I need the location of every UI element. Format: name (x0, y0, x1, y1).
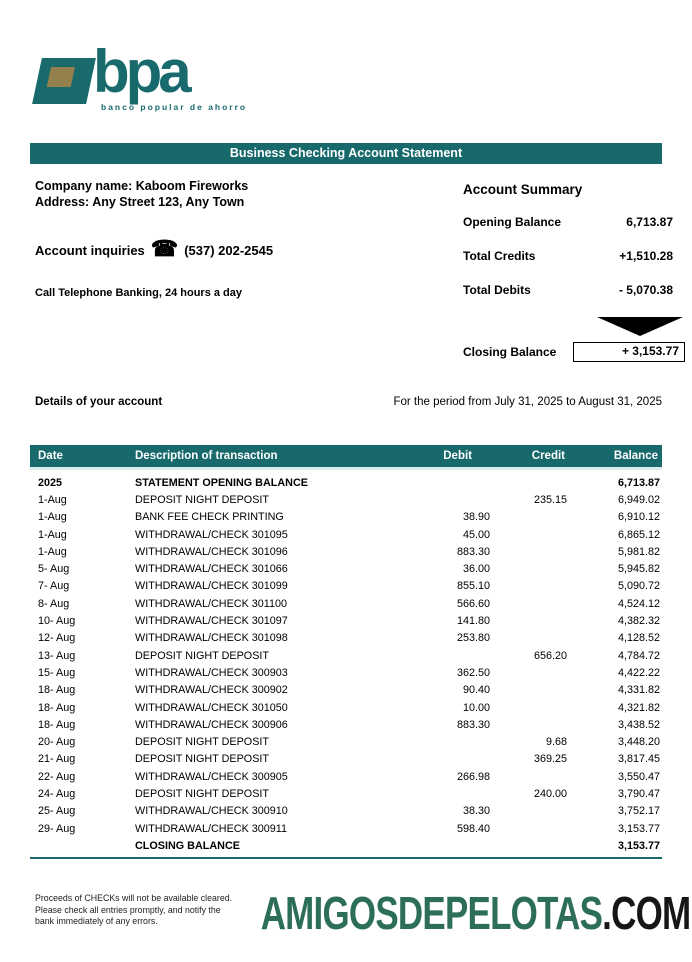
details-header-row (35, 396, 662, 408)
transaction-balance: 6,910.12 (617, 511, 660, 524)
transaction-debit: 883.30 (456, 545, 490, 558)
transaction-balance: 6,713.87 (617, 476, 660, 489)
transaction-description: WITHDRAWAL/CHECK 301100 (135, 597, 287, 610)
transaction-date: 25- Aug (38, 805, 76, 818)
transaction-description: CLOSING BALANCE (135, 839, 240, 852)
transaction-description: WITHDRAWAL/CHECK 301050 (135, 701, 288, 714)
transaction-balance: 3,153.77 (617, 839, 660, 852)
transaction-balance: 3,752.17 (617, 805, 660, 818)
total-credits-value: +1,510.28 (619, 249, 673, 263)
table-row (30, 733, 662, 750)
telephone-banking-line: Call Telephone Banking, 24 hours a day (35, 287, 243, 299)
transaction-date: 1-Aug (38, 528, 67, 541)
total-credits-label: Total Credits (463, 249, 536, 263)
transaction-date: 10- Aug (38, 615, 76, 628)
logo-tagline: banco popular de ahorro (101, 102, 248, 112)
closing-balance-row (463, 342, 679, 362)
transaction-debit: 362.50 (456, 666, 490, 679)
transaction-date: 12- Aug (38, 632, 76, 645)
bank-logo (35, 38, 248, 118)
transaction-date: 21- Aug (38, 753, 76, 766)
transaction-balance: 5,090.72 (617, 580, 660, 593)
closing-balance-label: Closing Balance (463, 345, 557, 359)
arrow-down-icon (597, 317, 683, 336)
transaction-description: BANK FEE CHECK PRINTING (135, 511, 284, 524)
transaction-description: DEPOSIT NIGHT DEPOSIT (135, 649, 269, 662)
transaction-debit: 10.00 (462, 701, 490, 714)
transaction-balance: 6,949.02 (617, 493, 660, 506)
transaction-balance: 4,128.52 (617, 632, 660, 645)
watermark-main-text: AMIGOSDEPELOTAS (260, 887, 602, 939)
transaction-debit: 141.80 (456, 615, 490, 628)
inquiries-phone-number: (537) 202-2545 (184, 243, 274, 258)
transaction-description: DEPOSIT NIGHT DEPOSIT (135, 493, 269, 506)
statement-period-label: For the period from July 31, 2025 to August 31, 2025 (393, 396, 662, 408)
address-line: Address: Any Street 123, Any Town (35, 194, 245, 209)
transaction-credit: 235.15 (533, 493, 567, 506)
transaction-balance: 4,382.32 (617, 615, 660, 628)
transaction-debit: 598.40 (456, 822, 490, 835)
statement-title-banner: Business Checking Account Statement (30, 143, 662, 164)
transaction-date: 18- Aug (38, 718, 76, 731)
table-row (30, 820, 662, 837)
table-row (30, 837, 662, 854)
watermark-suffix-text: .COM (601, 887, 690, 939)
transaction-balance: 5,981.82 (617, 545, 660, 558)
bpa-logo-icon (32, 58, 96, 104)
transaction-date: 2025 (38, 476, 63, 489)
transaction-balance: 4,331.82 (617, 684, 660, 697)
transaction-date: 22- Aug (38, 770, 76, 783)
transaction-description: WITHDRAWAL/CHECK 300910 (135, 805, 288, 818)
logo-brand-text: bpa (93, 38, 188, 105)
table-row (30, 612, 662, 629)
details-of-account-label: Details of your account (35, 396, 163, 408)
table-row (30, 803, 662, 820)
table-row (30, 751, 662, 768)
opening-balance-label: Opening Balance (463, 215, 562, 229)
table-row (30, 630, 662, 647)
telephone-icon: ☎ (150, 235, 179, 261)
transaction-debit: 266.98 (456, 770, 490, 783)
transaction-debit: 38.30 (462, 805, 490, 818)
transaction-date: 18- Aug (38, 684, 76, 697)
table-row (30, 560, 662, 577)
transaction-debit: 566.60 (456, 597, 490, 610)
transaction-description: STATEMENT OPENING BALANCE (135, 476, 308, 489)
transaction-debit: 883.30 (456, 718, 490, 731)
transactions-table (30, 445, 662, 859)
transaction-date: 1-Aug (38, 493, 67, 506)
transaction-description: WITHDRAWAL/CHECK 300906 (135, 718, 288, 731)
table-row (30, 768, 662, 785)
transaction-debit: 90.40 (462, 684, 490, 697)
transaction-balance: 4,422.22 (617, 666, 660, 679)
transaction-balance: 4,784.72 (617, 649, 660, 662)
transaction-date: 24- Aug (38, 787, 76, 800)
table-row (30, 526, 662, 543)
transaction-description: DEPOSIT NIGHT DEPOSIT (135, 736, 269, 749)
column-header-description: Description of transaction (135, 450, 278, 462)
transaction-debit: 855.10 (456, 580, 490, 593)
opening-balance-value: 6,713.87 (626, 215, 673, 229)
transaction-date: 8- Aug (38, 597, 70, 610)
transaction-debit: 38.90 (462, 511, 490, 524)
transaction-balance: 3,550.47 (617, 770, 660, 783)
table-row (30, 543, 662, 560)
company-name-line: Company name: Kaboom Fireworks (35, 179, 249, 193)
transaction-description: WITHDRAWAL/CHECK 301095 (135, 528, 288, 541)
transaction-description: WITHDRAWAL/CHECK 300902 (135, 684, 288, 697)
transaction-credit: 369.25 (533, 753, 567, 766)
table-row (30, 474, 662, 491)
column-header-date: Date (38, 450, 63, 462)
transaction-balance: 3,438.52 (617, 718, 660, 731)
table-row (30, 664, 662, 681)
transaction-credit: 656.20 (533, 649, 567, 662)
transaction-balance: 3,153.77 (617, 822, 660, 835)
transaction-balance: 3,790.47 (617, 787, 660, 800)
opening-balance-row (463, 215, 673, 229)
table-row (30, 682, 662, 699)
transaction-balance: 3,817.45 (617, 753, 660, 766)
account-inquiries-line (35, 235, 274, 261)
transaction-balance: 4,321.82 (617, 701, 660, 714)
transaction-description: WITHDRAWAL/CHECK 301096 (135, 545, 288, 558)
column-header-credit: Credit (531, 450, 565, 462)
transaction-date: 1-Aug (38, 545, 67, 558)
footer-disclaimer: Proceeds of CHECKs will not be available cleared. Please check all entries promptly, and notify the bank immediately of any errors. (35, 893, 233, 926)
transaction-description: WITHDRAWAL/CHECK 301097 (135, 615, 288, 628)
transaction-date: 13- Aug (38, 649, 76, 662)
transaction-description: WITHDRAWAL/CHECK 300911 (135, 822, 287, 835)
transaction-description: WITHDRAWAL/CHECK 301098 (135, 632, 288, 645)
table-body (30, 474, 662, 859)
watermark (260, 886, 690, 940)
customer-info (35, 179, 248, 210)
table-row (30, 595, 662, 612)
table-header-row (30, 445, 662, 470)
transaction-balance: 4,524.12 (617, 597, 660, 610)
transaction-balance: 6,865.12 (617, 528, 660, 541)
account-summary (463, 182, 679, 362)
closing-balance-value: + 3,153.77 (573, 342, 685, 362)
column-header-debit: Debit (443, 450, 472, 462)
transaction-description: WITHDRAWAL/CHECK 300905 (135, 770, 288, 783)
transaction-date: 18- Aug (38, 701, 76, 714)
table-row (30, 716, 662, 733)
transaction-date: 15- Aug (38, 666, 76, 679)
transaction-balance: 3,448.20 (617, 736, 660, 749)
transaction-date: 7- Aug (38, 580, 70, 593)
transaction-debit: 253.80 (456, 632, 490, 645)
transaction-description: DEPOSIT NIGHT DEPOSIT (135, 787, 269, 800)
transaction-date: 20- Aug (38, 736, 76, 749)
transaction-date: 1-Aug (38, 511, 67, 524)
total-debits-value: - 5,070.38 (618, 283, 673, 297)
transaction-description: WITHDRAWAL/CHECK 300903 (135, 666, 288, 679)
total-debits-row (463, 283, 673, 297)
account-inquiries-label: Account inquiries (35, 243, 145, 258)
transaction-balance: 5,945.82 (617, 563, 660, 576)
table-row (30, 491, 662, 508)
transaction-credit: 9.68 (545, 736, 567, 749)
column-header-balance: Balance (613, 450, 658, 462)
transaction-description: DEPOSIT NIGHT DEPOSIT (135, 753, 269, 766)
transaction-date: 29- Aug (38, 822, 76, 835)
table-row (30, 578, 662, 595)
transaction-description: WITHDRAWAL/CHECK 301066 (135, 563, 288, 576)
table-row (30, 647, 662, 664)
total-debits-label: Total Debits (463, 283, 531, 297)
account-summary-title: Account Summary (463, 182, 583, 197)
transaction-debit: 36.00 (462, 563, 490, 576)
table-row (30, 699, 662, 716)
table-row (30, 509, 662, 526)
transaction-credit: 240.00 (533, 787, 567, 800)
transaction-date: 5- Aug (38, 563, 70, 576)
table-row (30, 785, 662, 802)
transaction-debit: 45.00 (462, 528, 490, 541)
transaction-description: WITHDRAWAL/CHECK 301099 (135, 580, 288, 593)
total-credits-row (463, 249, 673, 263)
